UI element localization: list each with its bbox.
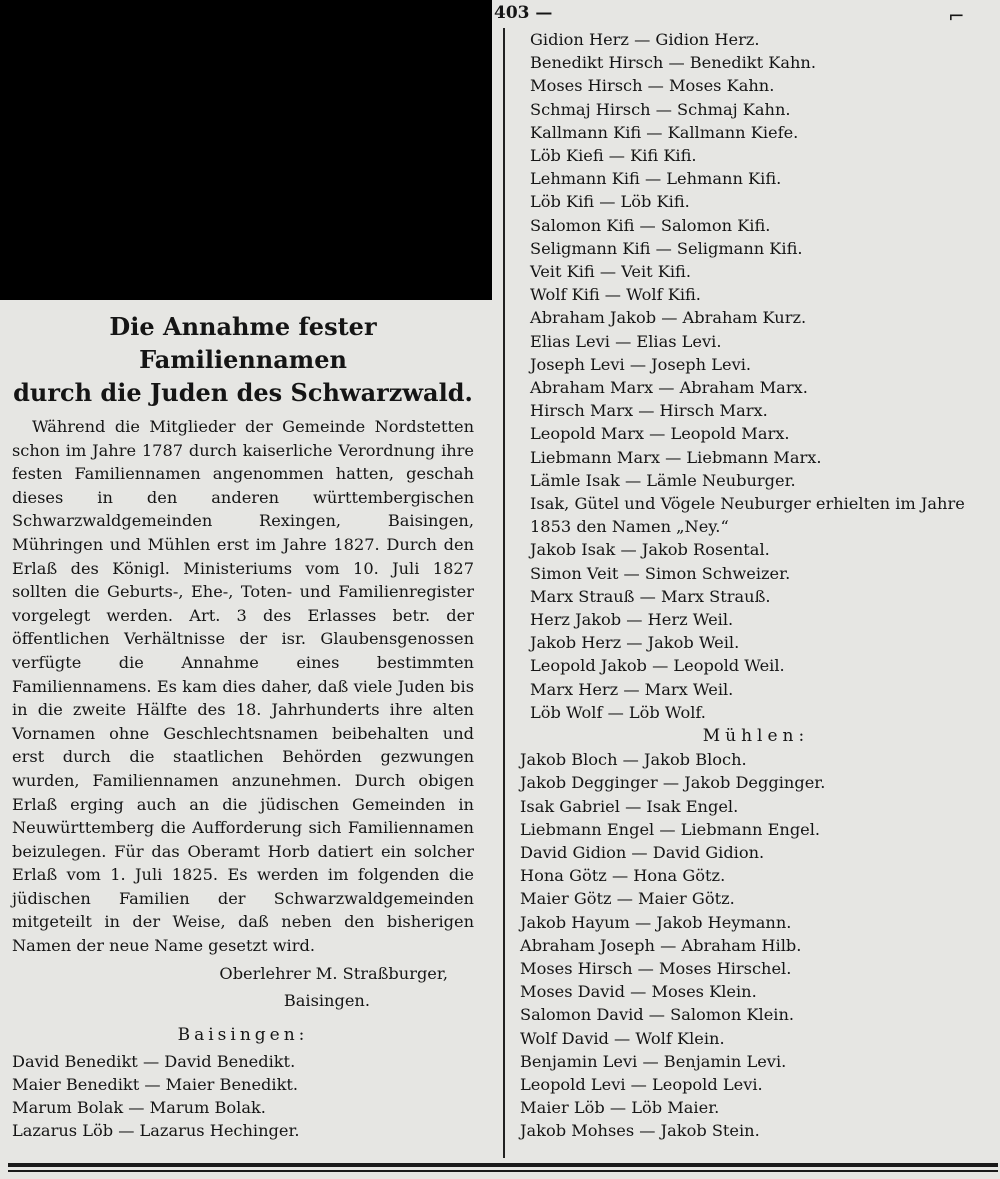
name-entry: Joseph Levi — Joseph Levi. (530, 354, 752, 374)
name-entry: Liebmann Engel — Liebmann Engel. (520, 819, 821, 839)
name-entry: Moses Hirsch — Moses Hirschel. (520, 958, 792, 978)
name-entry: Salomon David — Salomon Klein. (520, 1005, 795, 1025)
name-entry: Gidion Herz — Gidion Herz. (530, 30, 760, 49)
bottom-rule (8, 1163, 998, 1167)
name-entry: Löb Wolf — Löb Wolf. (530, 702, 706, 722)
name-entry: Jakob Herz — Jakob Weil. (530, 633, 740, 653)
left-column (12, 310, 474, 1142)
article-title-line1: Die Annahme fester Familiennamen (109, 312, 377, 374)
article-body: Während die Mitglieder der Gemeinde Nordstetten schon im Jahre 1787 durch kaiserliche Verordnung ihre festen Familiennamen angenommen hatten, geschah dieses in den anderen württembergischen Schwarzwaldgemeinden Rexingen, Baisingen, Mühringen und Mühlen erst im Jahre 1827. Durch den Erlaß des Königl. Ministeriums vom 10. Juli 1827 sollten die Geburts-, Ehe-, Toten- und Familienregister vorgelegt werden. Art. 3 des Erlasses betr. der öffentlichen Verhältnisse der isr. Glaubensgenossen verfügte die Annahme eines bestimmten Familiennamens. Es kam dies daher, daß viele Juden bis in die zweite Hälfte des 18. Jahrhunderts ihre alten Vornamen ohne Geschlechtsnamen beibehalten und erst durch die staatlichen Behörden gezwungen wurden, Familiennamen anzunehmen. Durch obigen Erlaß erging auch an die jüdischen Gemeinden in Neuwürttemberg die Aufforderung sich Familiennamen beizulegen. Für das Oberamt Horb datiert ein solcher Erlaß vom 1. Juli 1825. Es werden im folgenden die jüdischen Familien der Schwarzwaldgemeinden mitgeteilt in der Weise, daß neben den bisherigen Namen der neue Name gesetzt wird. (12, 417, 474, 956)
name-entry: Hirsch Marx — Hirsch Marx. (530, 401, 768, 421)
name-entry: Jakob Degginger — Jakob Degginger. (520, 773, 826, 793)
name-entry: Leopold Marx — Leopold Marx. (530, 424, 790, 444)
name-entry: Leopold Levi — Leopold Levi. (520, 1074, 763, 1094)
redacted-black-block (0, 0, 492, 300)
name-entry: David Gidion — David Gidion. (520, 842, 765, 862)
page-number: 403 — (494, 3, 553, 23)
name-entry: Veit Kifi — Veit Kifi. (530, 262, 691, 282)
name-entry: Kallmann Kifi — Kallmann Kiefe. (530, 122, 799, 142)
muehlen-name-list (516, 748, 996, 1142)
name-entry: Lazarus Löb — Lazarus Hechinger. (12, 1121, 300, 1141)
article-signature (12, 960, 474, 1014)
name-entry: Maier Götz — Maier Götz. (520, 889, 735, 909)
author-place: Baisingen. (283, 990, 370, 1010)
name-entry: Isak, Gütel und Vögele Neuburger erhielten im Jahre 1853 den Namen „Ney.“ (530, 494, 965, 537)
name-entry: Abraham Marx — Abraham Marx. (530, 378, 808, 398)
name-entry: Seligmann Kifi — Seligmann Kifi. (530, 238, 803, 258)
name-entry: Moses David — Moses Klein. (520, 982, 757, 1002)
name-entry: Löb Kifi — Löb Kifi. (530, 192, 690, 212)
column-divider (503, 28, 505, 1158)
name-entry: Abraham Jakob — Abraham Kurz. (530, 308, 807, 328)
name-entry: Jakob Bloch — Jakob Bloch. (520, 750, 747, 770)
name-entry: Maier Löb — Löb Maier. (520, 1098, 720, 1118)
name-entry: Benedikt Hirsch — Benedikt Kahn. (530, 53, 817, 73)
name-entry: Maier Benedikt — Maier Benedikt. (12, 1074, 299, 1094)
section-heading-muehlen: Mühlen: (702, 726, 810, 747)
name-entry: Marum Bolak — Marum Bolak. (12, 1098, 266, 1118)
name-entry: Marx Strauß — Marx Strauß. (530, 586, 771, 606)
name-entry: Löb Kiefi — Kifi Kifi. (530, 146, 697, 166)
name-entry: Wolf David — Wolf Klein. (520, 1028, 725, 1048)
corner-mark: ⌐ (948, 4, 965, 28)
name-entry: Lämle Isak — Lämle Neuburger. (530, 470, 796, 490)
article-title-line2: durch die Juden des Schwarzwald. (13, 378, 473, 407)
baisingen-continued-name-list (516, 28, 996, 724)
baisingen-name-list (12, 1050, 474, 1143)
section-heading-baisingen: Baisingen: (177, 1024, 309, 1045)
right-column (516, 28, 996, 1143)
name-entry: Leopold Jakob — Leopold Weil. (530, 656, 785, 676)
name-entry: Salomon Kifi — Salomon Kifi. (530, 215, 771, 235)
bottom-rule-thin (8, 1170, 998, 1172)
name-entry: David Benedikt — David Benedikt. (12, 1051, 296, 1071)
name-entry: Jakob Isak — Jakob Rosental. (530, 540, 770, 560)
name-entry: Jakob Hayum — Jakob Heymann. (520, 912, 792, 932)
name-entry: Elias Levi — Elias Levi. (530, 331, 722, 351)
name-entry: Benjamin Levi — Benjamin Levi. (520, 1051, 787, 1071)
author-name: Oberlehrer M. Straßburger, (219, 963, 448, 983)
name-entry: Wolf Kifi — Wolf Kifi. (530, 285, 701, 305)
article-title (12, 310, 474, 409)
name-entry: Abraham Joseph — Abraham Hilb. (520, 935, 802, 955)
name-entry: Jakob Mohses — Jakob Stein. (520, 1121, 760, 1141)
name-entry: Hona Götz — Hona Götz. (520, 866, 726, 886)
name-entry: Marx Herz — Marx Weil. (530, 679, 734, 699)
name-entry: Schmaj Hirsch — Schmaj Kahn. (530, 99, 791, 119)
name-entry: Isak Gabriel — Isak Engel. (520, 796, 739, 816)
name-entry: Herz Jakob — Herz Weil. (530, 610, 734, 630)
name-entry: Simon Veit — Simon Schweizer. (530, 563, 791, 583)
name-entry: Liebmann Marx — Liebmann Marx. (530, 447, 822, 467)
name-entry: Lehmann Kifi — Lehmann Kifi. (530, 169, 782, 189)
name-entry: Moses Hirsch — Moses Kahn. (530, 76, 775, 96)
